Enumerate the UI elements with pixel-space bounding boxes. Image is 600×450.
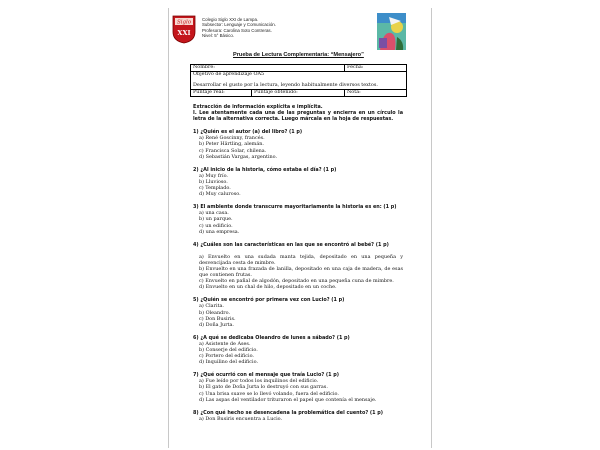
school-line: Colegio Siglo XXI de Lampa. [202, 17, 259, 22]
question-7 [193, 372, 403, 402]
student-info-table [190, 64, 407, 97]
answer-option: a) Envuelto en una sudada manta tejida, depositado en una pequeña y desvencijada cesta de mimbre. [199, 253, 403, 266]
school-logo [172, 15, 196, 44]
answer-option: b) un parque. [199, 216, 233, 223]
question-5 [193, 297, 403, 327]
question-4 [193, 242, 403, 291]
question-1 [193, 129, 403, 159]
objective-description: Desarrollar el gusto por la lectura, leyendo habitualmente diversos textos. [193, 81, 378, 88]
answer-option: a) Clarita. [199, 303, 224, 310]
answer-option: b) Conserje del edificio. [199, 347, 258, 353]
question-text: 2) ¿Al inicio de la historia, cómo estaba el día? (1 p) [193, 166, 337, 173]
answer-option: c) Francisca Solar, chilena. [199, 147, 267, 154]
answer-option: a) Fue leído por todos los inquilinos del edificio. [199, 378, 319, 385]
answer-option: a) Asistente de Ases. [199, 340, 251, 347]
question-2 [193, 167, 403, 197]
school-info [202, 17, 276, 39]
answer-option: c) Portero del edificio. [199, 353, 254, 360]
answer-option: d) una empresa. [199, 228, 240, 235]
answer-option: c) Don Busiris. [199, 315, 236, 322]
answer-option: c) Una brisa suave se lo llevó volando, fuera del edificio. [199, 390, 339, 397]
obtained-score-field: Puntaje obtenido: [252, 90, 345, 97]
answer-option: b) Peter Härtling, alemán. [199, 141, 264, 148]
question-8 [193, 410, 403, 422]
answer-option: a) una casa. [199, 210, 229, 217]
questions-section [193, 104, 403, 422]
answer-option: d) Inquilino del edificio. [199, 359, 259, 366]
question-text: 6) ¿A qué se dedicaba Oleandro de lunes a sábado? (1 p) [193, 334, 350, 341]
answer-option: d) Doña Jurta. [199, 321, 234, 328]
answer-option: b) El gato de Doña Jurta lo destruyó con sus garras. [199, 384, 328, 391]
question-6 [193, 335, 403, 365]
answer-option: d) Muy caluroso. [199, 191, 241, 198]
page-title: Prueba de Lectura Complementaria: “Mensajero” [233, 52, 364, 58]
instructions: I. Lee atentamente cada una de las preguntas y encierra en un círculo la letra de la alternativa correcta. Luego márcala en la hoja de respuestas. [193, 110, 403, 123]
real-score-field: Puntaje real: [191, 90, 252, 97]
answer-option: a) Don Busiris encuentra a Lucio. [199, 415, 283, 422]
question-text: 3) El ambiente donde transcurre mayoritariamente la historia es en: (1 p) [193, 204, 397, 211]
answer-option: c) Envuelto en pañal de algodón, depositado en una pequeña cuna de mimbre. [199, 278, 394, 285]
question-text: 4) ¿Cuáles son las características en las que se encontró al bebé? (1 p) [193, 241, 389, 248]
answer-option: d) Las aspas del ventilador trituraron el papel que contenía el mensaje. [199, 396, 377, 403]
logo-brand: Siglo [176, 19, 192, 26]
section-title: Extracción de información explícita e implícita. [193, 104, 323, 110]
date-field: Fecha: [345, 65, 407, 72]
logo-text: XXI [177, 29, 191, 37]
book-cover-image [377, 13, 406, 50]
answer-option: a) René Goscinny, francés. [199, 135, 265, 142]
name-field: Nombre: [191, 65, 345, 72]
objective-cell [191, 72, 407, 90]
question-3 [193, 204, 403, 234]
answer-option: a) Muy frío. [199, 172, 228, 179]
answer-option: b) Envuelto en una frazada de lanilla, depositado en una caja de madera, de esas que contienen frutas. [199, 265, 403, 279]
school-line: Nivel: 5° Básico. [202, 33, 235, 39]
question-text: 1) ¿Quién es el autor (a) del libro? (1 p) [193, 129, 303, 136]
question-text: 8) ¿Con qué hecho se desencadena la problemática del cuento? (1 p) [193, 409, 383, 416]
answer-option: d) Envuelto en un chal de hilo, depositado en un coche. [199, 284, 337, 291]
question-text: 7) ¿Qué ocurrió con el mensaje que traía Lucio? (1 p) [193, 372, 339, 379]
answer-option: c) un edificio. [199, 222, 233, 229]
school-line: Profesora: Carolina Soto Contreras. [202, 27, 272, 33]
objective-label: Objetivo de aprendizaje OA5 [193, 71, 265, 77]
school-line: Subsector: Lenguaje y Comunicación. [202, 22, 276, 28]
answer-option: b) Lluvioso. [199, 178, 228, 185]
answer-option: c) Templado. [199, 185, 231, 192]
answer-option: b) Oleandro. [199, 309, 231, 316]
grade-field: Nota: [345, 90, 407, 97]
answer-option: d) Sebastián Vargas, argentino. [199, 153, 278, 160]
question-text: 5) ¿Quién se encontró por primera vez con Lucio? (1 p) [193, 297, 345, 304]
